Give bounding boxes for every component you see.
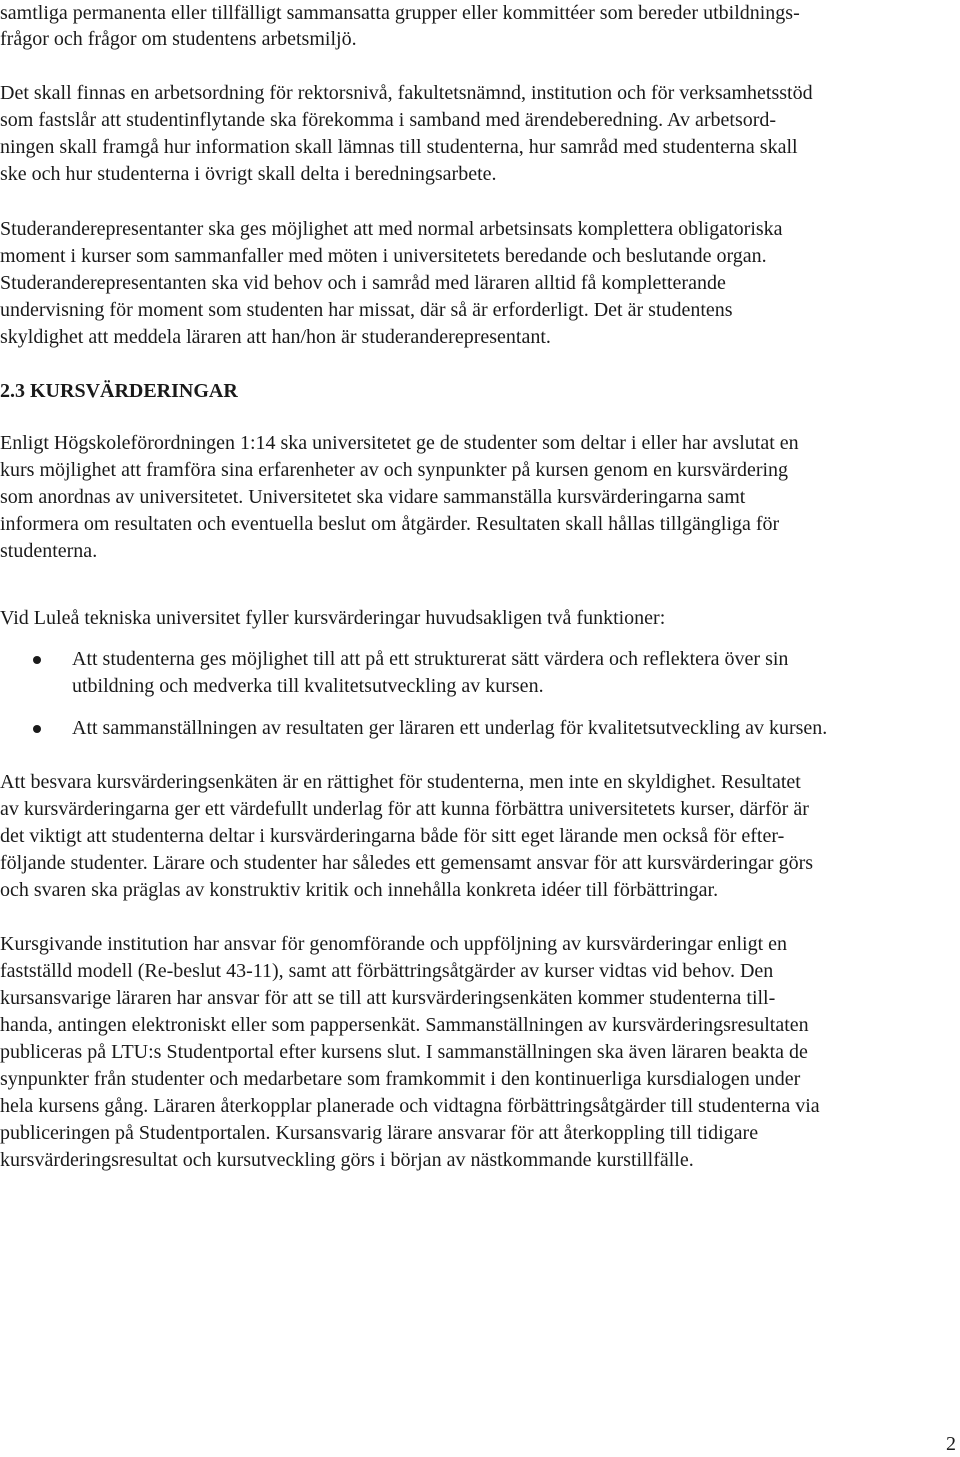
paragraph-line: Enligt Högskoleförordningen 1:14 ska universitetet ge de studenter som deltar i eller har avslutat en	[0, 432, 799, 454]
bullet-icon	[33, 725, 41, 733]
paragraph-line: handa, antingen elektroniskt eller som pappersenkät. Sammanställningen av kursvärderingsresultaten	[0, 1014, 809, 1036]
paragraph-line: Studeranderepresentanten ska vid behov och i samråd med läraren alltid få kompletterande	[0, 272, 726, 294]
paragraph-line: Det skall finnas en arbetsordning för rektorsnivå, fakultetsnämnd, institution och för verksamhetsstöd	[0, 82, 813, 104]
list-item: Att studenterna ges möjlighet till att på ett strukturerat sätt värdera och reflektera över sin	[72, 648, 789, 670]
paragraph-line: frågor och frågor om studentens arbetsmiljö.	[0, 28, 357, 50]
paragraph-line: skyldighet att meddela läraren att han/hon är studeranderepresentant.	[0, 326, 551, 348]
paragraph-line: som anordnas av universitetet. Universitetet ska vidare sammanställa kursvärderingarna samt	[0, 486, 746, 508]
paragraph-line: publiceras på LTU:s Studentportal efter kursens slut. I sammanställningen ska även läraren beakta de	[0, 1041, 808, 1063]
paragraph-line: synpunkter från studenter och medarbetare som framkommit i den kontinuerliga kursdialogen under	[0, 1068, 801, 1090]
page-number: 2	[946, 1433, 956, 1455]
paragraph-line: Studeranderepresentanter ska ges möjlighet att med normal arbetsinsats komplettera obligatoriska	[0, 218, 783, 240]
paragraph-line: som fastslår att studentinflytande ska förekomma i samband med ärendeberedning. Av arbetsord-	[0, 109, 777, 131]
paragraph-line: det viktigt att studenterna deltar i kursvärderingarna både för sitt eget lärande men också för efter-	[0, 825, 785, 847]
paragraph-line: ningen skall framgå hur information skall lämnas till studenterna, hur samråd med studenterna skall	[0, 136, 798, 158]
paragraph-line: av kursvärderingarna ger ett värdefullt underlag för att kunna förbättra universitetets kurser, därför är	[0, 798, 809, 820]
paragraph-line: Kursgivande institution har ansvar för genomförande och uppföljning av kursvärderingar enligt en	[0, 933, 788, 955]
paragraph-line: Att besvara kursvärderingsenkäten är en rättighet för studenterna, men inte en skyldighet. Resultatet	[0, 771, 801, 793]
paragraph-line: kursvärderingsresultat och kursutveckling görs i början av nästkommande kurstillfälle.	[0, 1149, 694, 1171]
paragraph-line: moment i kurser som sammanfaller med möten i universitetets beredande och beslutande organ.	[0, 245, 767, 267]
paragraph-line: hela kursens gång. Läraren återkopplar planerade och vidtagna förbättringsåtgärder till studenterna via	[0, 1095, 820, 1117]
bullet-icon	[33, 656, 41, 664]
paragraph-line: Vid Luleå tekniska universitet fyller kursvärderingar huvudsakligen två funktioner:	[0, 607, 666, 629]
paragraph-line: informera om resultaten och eventuella beslut om åtgärder. Resultaten skall hållas tillgängliga för	[0, 513, 780, 535]
paragraph-line: samtliga permanenta eller tillfälligt sammansatta grupper eller kommittéer som bereder utbildnings-	[0, 2, 800, 24]
paragraph-line: undervisning för moment som studenten har missat, där så är erforderligt. Det är studentens	[0, 299, 733, 321]
paragraph-line: kurs möjlighet att framföra sina erfarenheter av och synpunkter på kursen genom en kursvärdering	[0, 459, 789, 481]
paragraph-line: och svaren ska präglas av konstruktiv kritik och innehålla konkreta idéer till förbättringar.	[0, 879, 719, 901]
list-item: utbildning och medverka till kvalitetsutveckling av kursen.	[72, 675, 544, 697]
paragraph-line: studenterna.	[0, 540, 98, 562]
paragraph-line: fastställd modell (Re-beslut 43-11), samt att förbättringsåtgärder av kurser vidtas vid behov. Den	[0, 960, 774, 982]
paragraph-line: ske och hur studenterna i övrigt skall delta i beredningsarbete.	[0, 163, 497, 185]
section-heading: 2.3 KURSVÄRDERINGAR	[0, 380, 238, 402]
list-item: Att sammanställningen av resultaten ger läraren ett underlag för kvalitetsutveckling av kursen.	[72, 717, 828, 739]
paragraph-line: följande studenter. Lärare och studenter har således ett gemensamt ansvar för att kursvärderingar görs	[0, 852, 814, 874]
paragraph-line: publiceringen på Studentportalen. Kursansvarig lärare ansvarar för att återkoppling till tidigare	[0, 1122, 759, 1144]
paragraph-line: kursansvarige läraren har ansvar för att se till att kursvärderingsenkäten kommer studenterna till-	[0, 987, 776, 1009]
